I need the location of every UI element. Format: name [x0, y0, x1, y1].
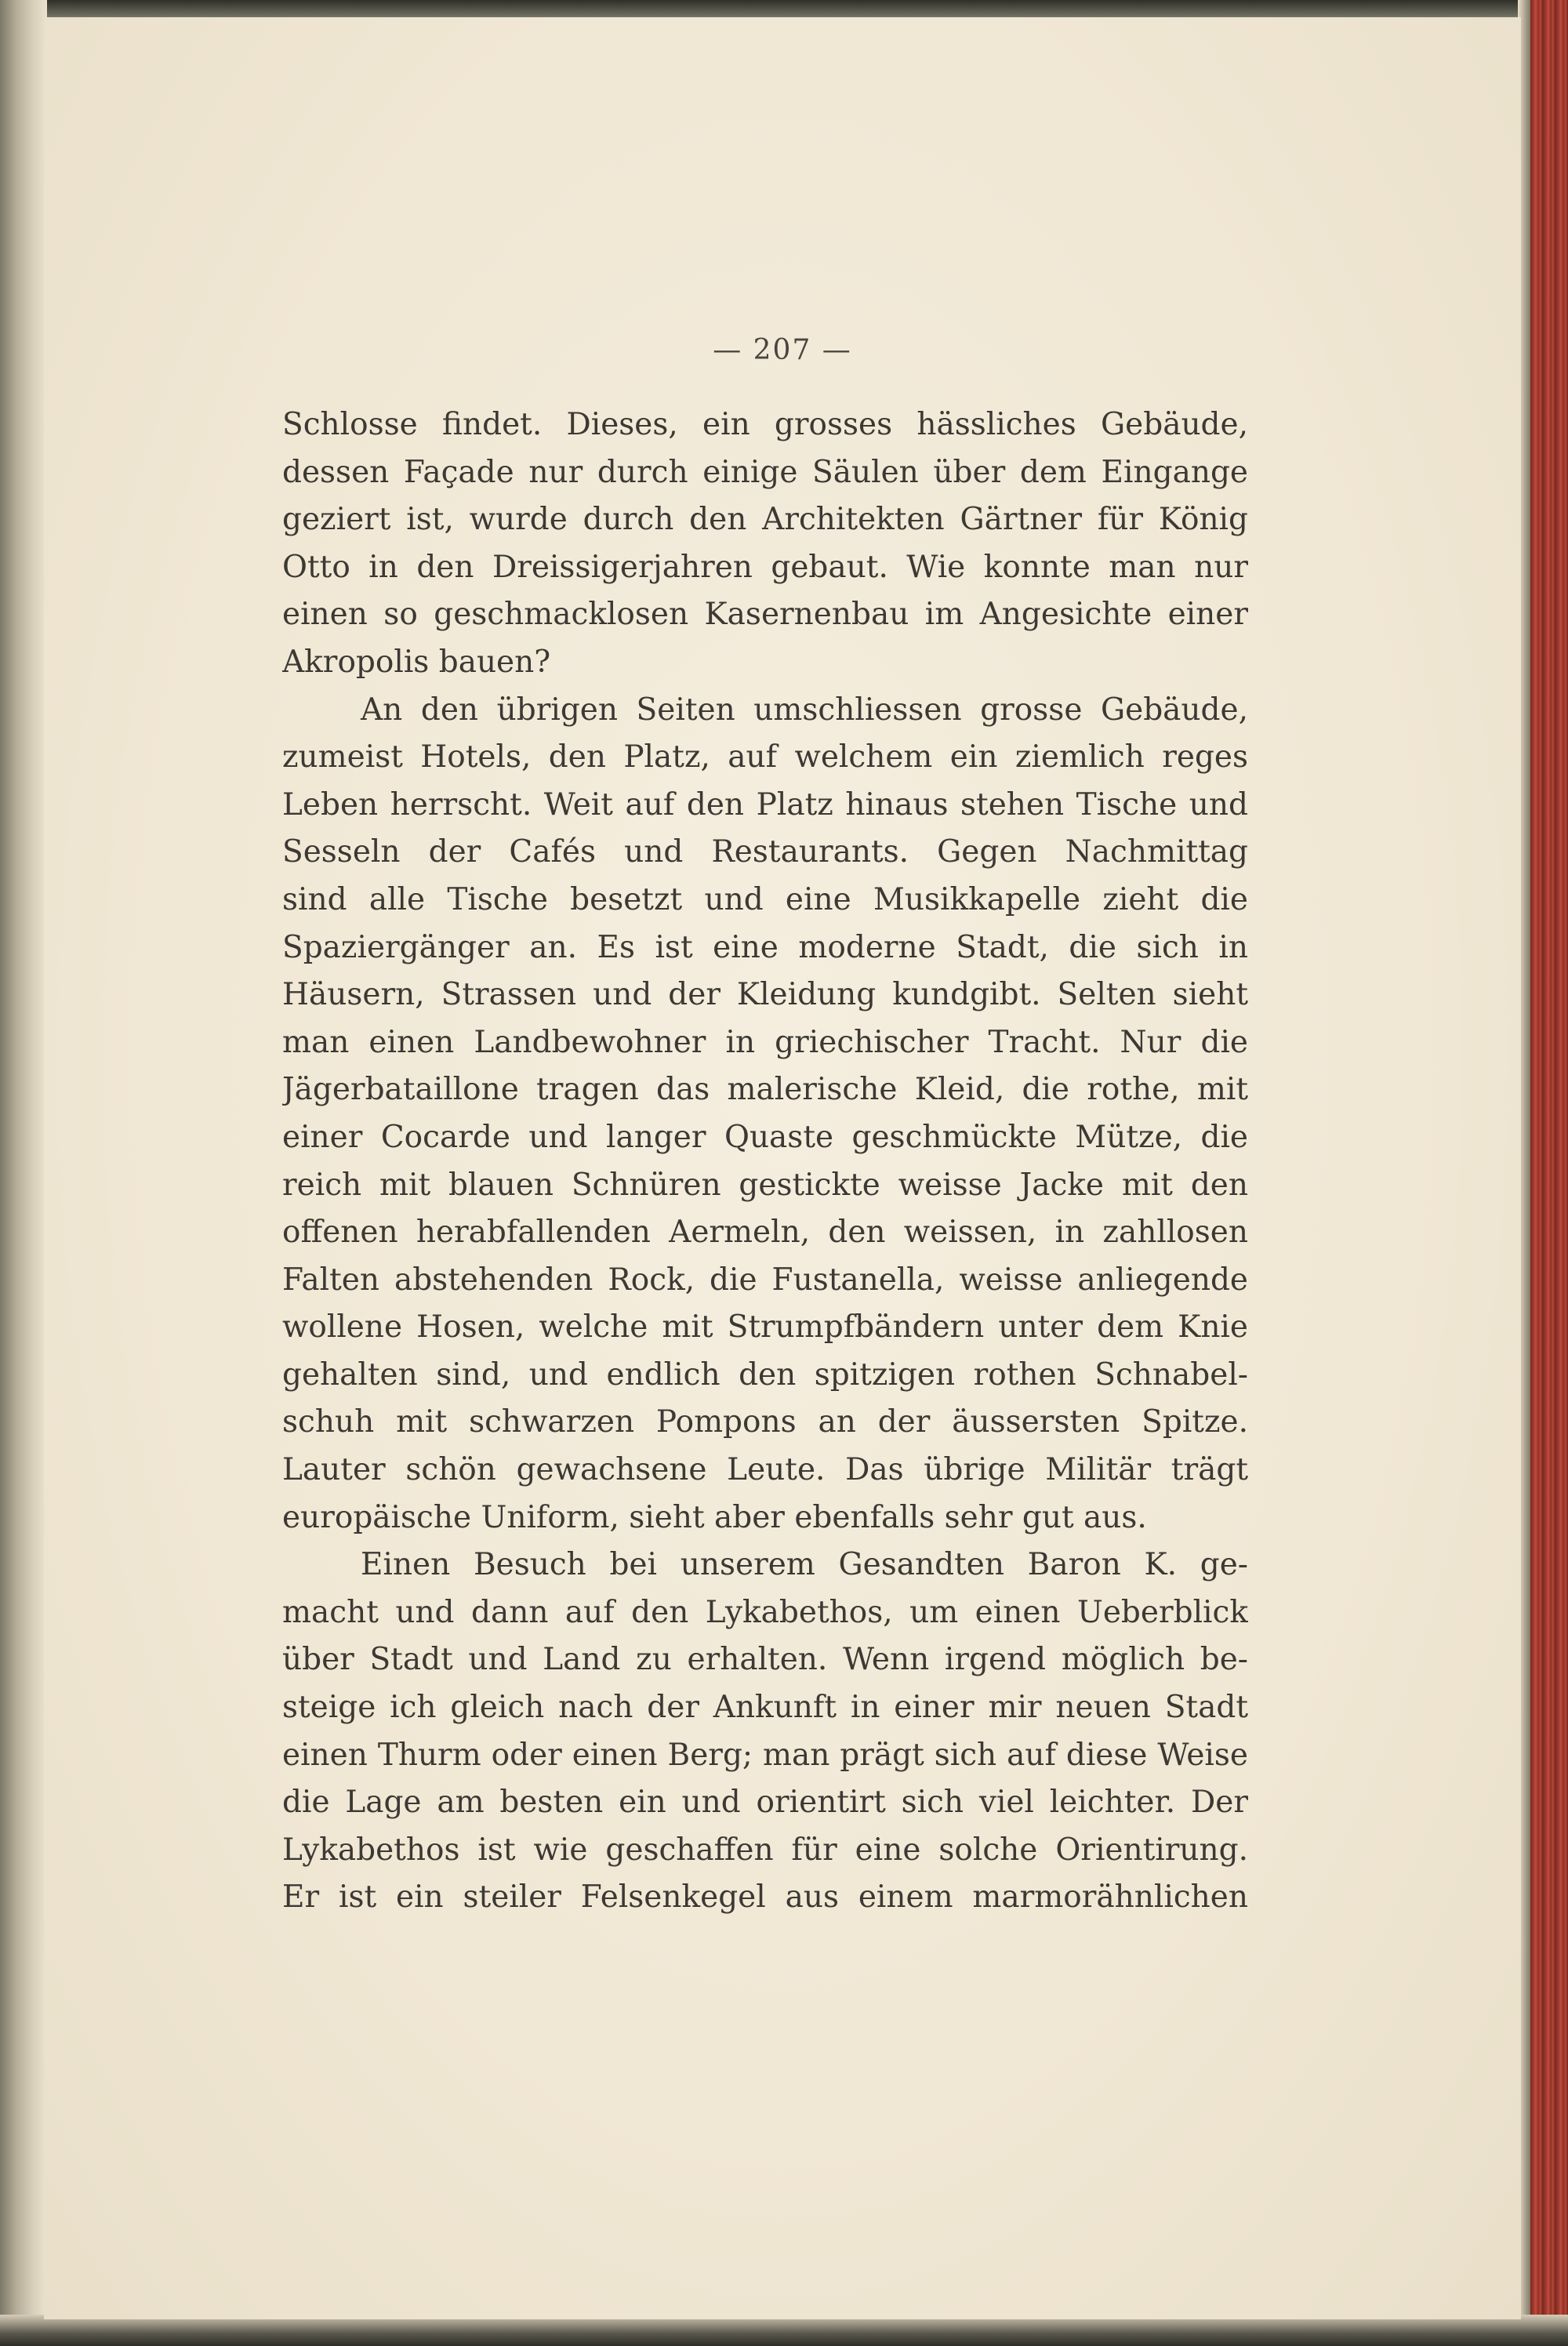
text-line: Lauter schön gewachsene Leute. Das übrige Militär trägt — [282, 1452, 1248, 1488]
text-line: die Lage am besten ein und orientirt sich viel leichter. Der — [282, 1785, 1248, 1821]
text-line: sind alle Tische besetzt und eine Musikkapelle zieht die — [282, 881, 1248, 917]
text-line: Jägerbataillone tragen das malerische Kleid, die rothe, mit — [282, 1072, 1248, 1108]
text-line: geziert ist, wurde durch den Architekten Gärtner für König — [282, 502, 1248, 538]
text-line: Spaziergänger an. Es ist eine moderne Stadt, die sich in — [282, 929, 1248, 965]
text-line: dessen Façade nur durch einige Säulen über dem Eingange — [282, 454, 1248, 490]
text-line: Er ist ein steiler Felsenkegel aus einem marmorähnlichen — [282, 1879, 1248, 1916]
text-line: Akropolis bauen? — [282, 644, 551, 680]
text-line: einen Thurm oder einen Berg; man prägt sich auf diese Weise — [282, 1737, 1248, 1773]
text-line: einen so geschmacklosen Kasernenbau im Angesichte einer — [282, 597, 1248, 633]
text-line: steige ich gleich nach der Ankunft in einer mir neuen Stadt — [282, 1690, 1248, 1726]
text-line: offenen herabfallenden Aermeln, den weissen, in zahllosen — [282, 1215, 1248, 1251]
scan-bottom-border — [0, 2315, 1568, 2346]
text-line: reich mit blauen Schnüren gestickte weisse Jacke mit den — [282, 1167, 1248, 1203]
text-line: zumeist Hotels, den Platz, auf welchem ein ziemlich reges — [282, 739, 1248, 775]
book-page — [44, 17, 1521, 2319]
text-line: man einen Landbewohner in griechischer Tracht. Nur die — [282, 1024, 1248, 1060]
text-line: wollene Hosen, welche mit Strumpfbändern unter dem Knie — [282, 1309, 1248, 1346]
text-line: europäische Uniform, sieht aber ebenfalls sehr gut aus. — [282, 1499, 1147, 1535]
text-line: Lykabethos ist wie geschaffen für eine solche Orientirung. — [282, 1832, 1248, 1868]
body-text — [282, 401, 1248, 1922]
book-edge — [1530, 0, 1568, 2346]
paragraph-1 — [282, 401, 1248, 687]
text-line: Falten abstehenden Rock, die Fustanella, weisse anliegende — [282, 1262, 1248, 1298]
text-line: Schlosse findet. Dieses, ein grosses hässliches Gebäude, — [282, 407, 1248, 442]
text-line: schuh mit schwarzen Pompons an der äussersten Spitze. — [282, 1404, 1248, 1440]
text-line: macht und dann auf den Lykabethos, um einen Ueberblick — [282, 1594, 1248, 1630]
text-line: Einen Besuch bei unserem Gesandten Baron K. ge- — [361, 1547, 1248, 1583]
text-line: einer Cocarde und langer Quaste geschmückte Mütze, die — [282, 1119, 1248, 1155]
text-line: über Stadt und Land zu erhalten. Wenn irgend möglich be- — [282, 1642, 1248, 1678]
text-line: Leben herrscht. Weit auf den Platz hinaus stehen Tische und — [282, 786, 1248, 823]
text-line: gehalten sind, und endlich den spitzigen rothen Schnabel- — [282, 1356, 1248, 1393]
text-line: An den übrigen Seiten umschliessen grosse Gebäude, — [361, 692, 1248, 728]
text-line: Otto in den Dreissigerjahren gebaut. Wie konnte man nur — [282, 549, 1248, 585]
text-line: Sesseln der Cafés und Restaurants. Gegen Nachmittag — [282, 834, 1248, 870]
paragraph-2 — [282, 687, 1248, 1542]
text-line: Häusern, Strassen und der Kleidung kundgibt. Selten sieht — [282, 977, 1248, 1013]
scan-left-gutter — [0, 0, 47, 2346]
paragraph-3 — [282, 1542, 1248, 1922]
page-number: — 207 — — [713, 334, 852, 366]
